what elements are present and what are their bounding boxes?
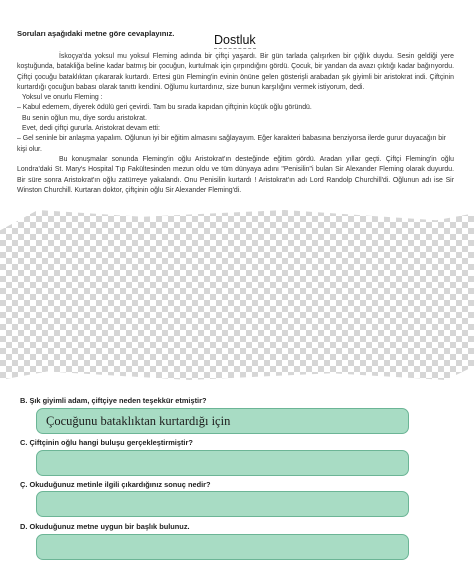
- story-paragraph-2: Yoksul ve onurlu Fleming :: [22, 94, 103, 102]
- transparent-area: [0, 210, 474, 380]
- question-d-answer-box[interactable]: [36, 534, 409, 560]
- question-c-answer-box[interactable]: [36, 450, 409, 476]
- question-b-label: B. Şık giyimli adam, çiftçiye neden teşekkür etmiştir?: [20, 396, 207, 405]
- question-cc-answer-box[interactable]: [36, 491, 409, 517]
- story-paragraph-5: Evet, dedi çiftçi gururla. Aristokrat devam etti:: [22, 125, 160, 133]
- story-paragraph-6: – Gel seninle bir anlaşma yapalım. Oğlunun iyi bir eğitim almasını sağlayayım. Eğer karakteri babasına benziyorsa ilerde gurur duyacağın bir kişi olur.: [17, 135, 446, 153]
- story-paragraph-4: Bu senin oğlun mu, diye sordu aristokrat.: [22, 114, 147, 122]
- instruction-text: Soruları aşağıdaki metne göre cevaplayınız.: [17, 29, 175, 38]
- story-paragraph-1: İskoçya'da yoksul mu yoksul Fleming adında bir çiftçi yaşardı. Bir gün tarlada çalışırken bir çığlık duydu. Sesin geldiği yere koştuğunda, batakliğa beline kadar batmış bir çocuğun, kurtulmak için çırpındığını gördü. Çocuk, bir yandan da avazı çıktığı kadar bağırıyordu. Çiftçi çocuğu bataklıktan çıkararak kurtardı. Ertesi gün Fleming'in evinin önüne gelen gösterişli arabadan şık giyimli bir aristokrat indi. Çiftçinin kurtardığı çocuğun babası olarak tanıttı kendini. Oğlumu kurtardınız, size bunun karşılığını vermek istiyorum, dedi.: [17, 53, 454, 91]
- question-d-label: D. Okuduğunuz metne uygun bir başlık bulunuz.: [20, 522, 190, 531]
- question-b-answer-box[interactable]: [36, 408, 409, 434]
- story-paragraph-7: Bu konuşmalar sonunda Fleming'in oğlu Aristokrat'ın desteğinde eğitim gördü. Aradan yıllar geçti. Çiftçi Fleming'in oğlu Londra'daki St. Mary's Hospital Tıp Fakültesinden mezun oldu ve tüm dünyaya adını "Penisilin"i bulan Sir Alexander Fleming olarak duyurdu. Bir süre sonra Aristokrat'ın oğlu zatürreye yakalandı. Onu Penisilin kurtardı ! Aristokrat'ın adı Lord Randolp Churchill'di. Oğlunun adı ise Sir Winston Churchill. Kurtaran doktor, çiftçinin oğlu Sir Alexander Fleming'di.: [17, 155, 454, 194]
- story-paragraph-3: – Kabul edemem, diyerek ödülü geri çevirdi. Tam bu sırada kapıdan çiftçinin küçük oğlu göründü.: [17, 104, 312, 112]
- story-body: [17, 52, 454, 196]
- question-c-label: C. Çiftçinin oğlu hangi buluşu gerçekleştirmiştir?: [20, 438, 193, 447]
- question-b-answer-text: Çocuğunu bataklıktan kurtardığı için: [46, 414, 231, 428]
- story-title: Dostluk: [214, 33, 256, 47]
- question-cc-label: Ç. Okuduğunuz metinle ilgili çıkardığınız sonuç nedir?: [20, 480, 211, 489]
